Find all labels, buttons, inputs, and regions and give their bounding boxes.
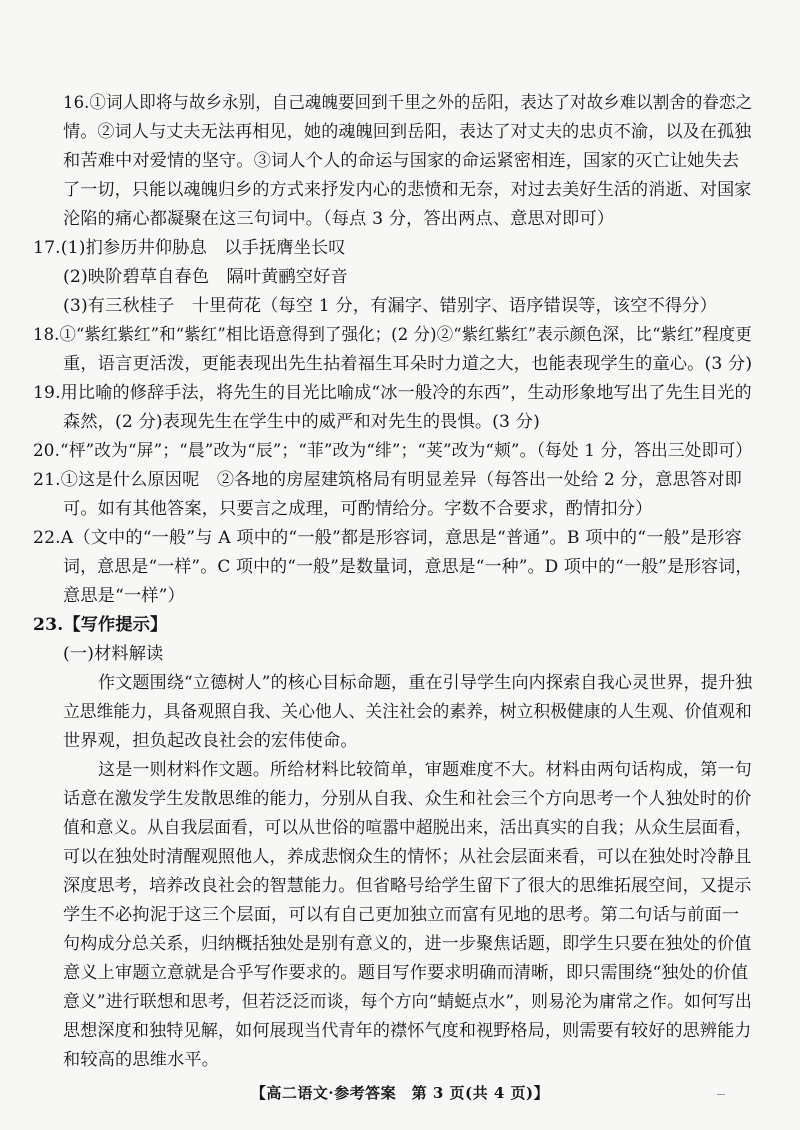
q23-para2-line-7: 句构成分总关系，归纳概括独处是别有意义的，进一步聚焦话题，即学生只要在独处的价值: [63, 934, 752, 954]
q23-para2-line-4: 可以在独处时清醒观照他人，养成悲悯众生的情怀；从社会层面来看，可以在独处时冷静且: [63, 847, 752, 867]
q23-para2-line-3: 值和意义。从自我层面看，可以从世俗的喧嚣中超脱出来，活出真实的自我；从众生层面看，: [63, 818, 752, 838]
q23-para2-line-6: 学生不必拘泥于这三个层面，可以有自己更加独立而富有见地的思考。第二句话与前面一: [63, 905, 740, 925]
q20-line-1: 20.“枰”改为“屏”；“晨”改为“辰”；“菲”改为“绯”；“荚”改为“颊”。（每处 1 分，答出三处即可）: [33, 441, 753, 461]
q19-line-2: 森然，(2 分)表现先生在学生中的威严和对先生的畏惧。(3 分): [63, 412, 540, 432]
page-footer: 【高二语文·参考答案 第 3 页(共 4 页)】: [250, 1084, 550, 1102]
q18-line-2: 重，语言更活泼，更能表现出先生拈着福生耳朵时力道之大，也能表现学生的童心。(3 分): [63, 354, 753, 374]
q16-line-4: 了一切，只能以魂魄归乡的方式来抒发内心的悲愤和无奈，对过去美好生活的消逝、对国家: [63, 180, 752, 200]
q16-line-1: 16.①词人即将与故乡永别，自己魂魄要回到千里之外的岳阳，表达了对故乡难以割舍的眷恋之: [63, 93, 753, 113]
q22-line-2: 词，意思是“一样”。C 项中的“一般”是数量词，意思是“一种”。D 项中的“一般”是形容词，: [63, 557, 753, 577]
q23-para2-line-9: 意义”进行联想和思考，但若泛泛而谈，每个方向“蜻蜓点水”，则易沦为庸常之作。如何写出: [63, 992, 752, 1012]
q16-line-5: 沦陷的痛心都凝聚在这三句词中。（每点 3 分，答出两点、意思对即可）: [63, 209, 615, 229]
q22-line-3: 意思是“一样”）: [63, 586, 185, 606]
q21-line-1: 21.①这是什么原因呢 ②各地的房屋建筑格局有明显差异（每答出一处给 2 分，意思答对即: [33, 470, 742, 490]
q21-line-2: 可。如有其他答案，只要言之成理，可酌情给分。字数不合要求，酌情扣分）: [63, 499, 653, 519]
q23-para1-line-3: 世界观，担负起改良社会的宏伟使命。: [63, 731, 358, 751]
q23-para2-line-8: 意义上审题立意就是合乎写作要求的。题目写作要求明确而清晰，即只需围绕“独处的价值: [63, 963, 749, 983]
q23-para2-line-10: 思想深度和独特见解，如何展现当代青年的襟怀气度和视野格局，则需要有较好的思辨能力: [63, 1021, 752, 1041]
q17-line-1: 17.(1)扪参历井仰胁息 以手抚膺坐长叹: [33, 238, 346, 258]
q19-line-1: 19.用比喻的修辞手法，将先生的目光比喻成“冰一般冷的东西”，生动形象地写出了先生目光的: [33, 383, 752, 403]
q16-line-3: 和苦难中对爱情的坚守。③词人个人的命运与国家的命运紧密相连，国家的灭亡让她失去: [63, 151, 740, 171]
q23-para1-line-2: 立思维能力，具备观照自我、关心他人、关注社会的素养，树立积极健康的人生观、价值观和: [63, 702, 752, 722]
q22-line-1: 22.A（文中的“一般”与 A 项中的“一般”都是形容词，意思是“普通”。B 项中的“一般”是形容: [33, 528, 742, 548]
q18-line-1: 18.①“紫红紫红”和“紫红”相比语意得到了强化；(2 分)②“紫红紫红”表示颜色深，比“紫红”程度更: [33, 325, 752, 345]
q23-para2-line-1: 这是一则材料作文题。所给材料比较简单，审题难度不大。材料由两句话构成，第一句: [98, 760, 752, 780]
q17-line-2: (2)映阶碧草自春色 隔叶黄鹂空好音: [63, 267, 348, 287]
q23-heading: 23.【写作提示】: [33, 615, 168, 635]
q23-para2-line-2: 话意在激发学生发散思维的能力，分别从自我、众生和社会三个方向思考一个人独处时的价: [63, 789, 752, 809]
q17-line-3: (3)有三秋桂子 十里荷花（每空 1 分，有漏字、错别字、语序错误等，该空不得分）: [63, 296, 717, 316]
q23-subheading: (一)材料解读: [63, 644, 164, 664]
q16-line-2: 情。②词人与丈夫无法再相见，她的魂魄回到岳阳，表达了对丈夫的忠贞不渝，以及在孤独: [63, 122, 752, 142]
q23-para1-line-1: 作文题围绕“立德树人”的核心目标命题，重在引导学生向内探索自我心灵世界，提升独: [98, 673, 753, 693]
q23-para2-line-5: 深度思考，培养改良社会的智慧能力。但省略号给学生留下了很大的思维拓展空间，又提示: [63, 876, 752, 896]
scan-mark: [717, 1094, 725, 1095]
q23-para2-line-11: 和较高的思维水平。: [63, 1050, 220, 1070]
